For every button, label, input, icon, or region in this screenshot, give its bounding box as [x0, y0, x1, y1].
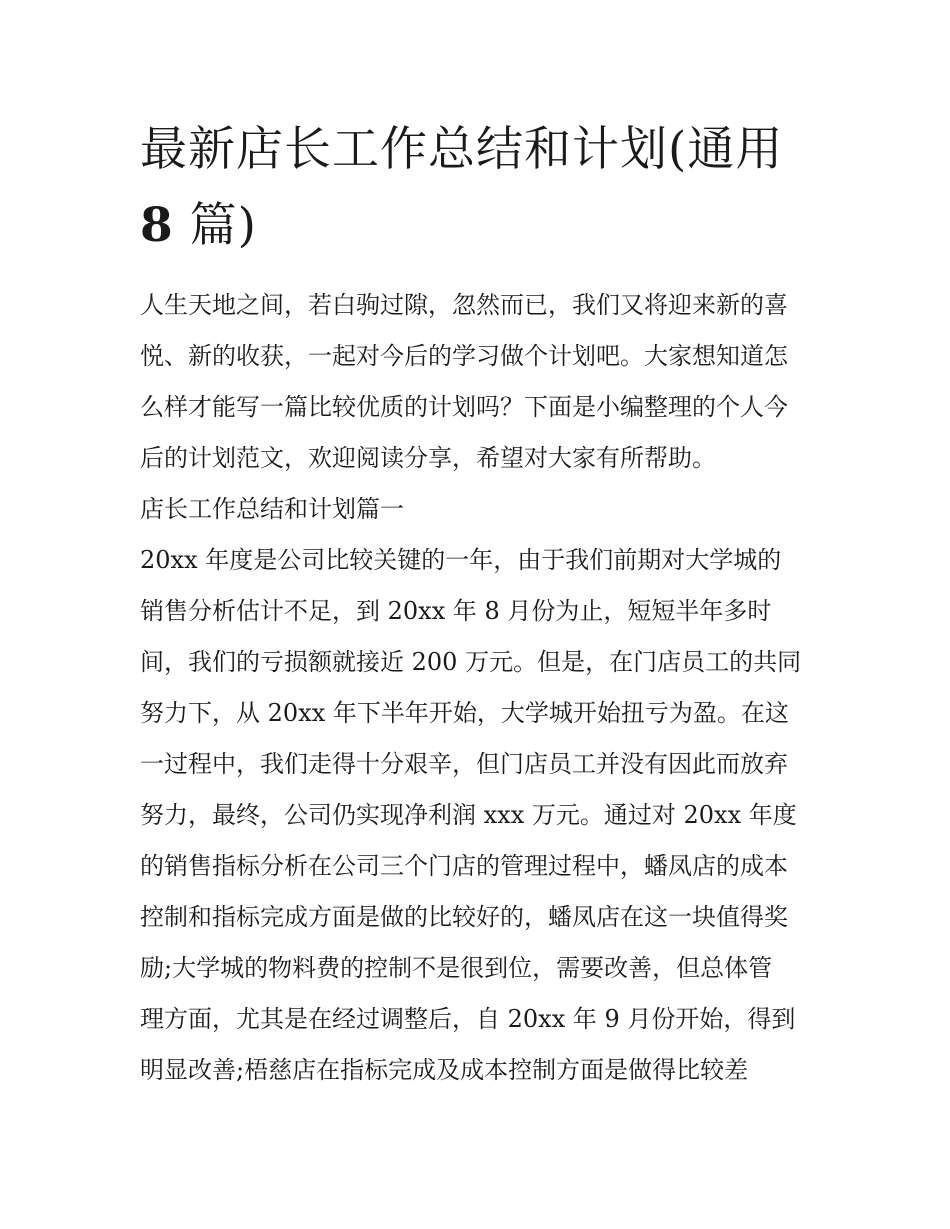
title-text-part2: 篇)	[173, 198, 257, 253]
section-heading: 店长工作总结和计划篇一	[140, 495, 404, 523]
body-line-6: 20xx 年度是公司比较关键的一年，由于我们前期对大学城的	[140, 546, 782, 574]
document-body	[140, 280, 820, 1096]
body-line-16: 明显改善;梧慈店在指标完成及成本控制方面是做得比较差	[140, 1056, 749, 1084]
document-page	[140, 112, 820, 1096]
document-title	[140, 112, 820, 264]
body-line-15: 理方面，尤其是在经过调整后，自 20xx 年 9 月份开始，得到	[140, 1005, 796, 1033]
body-line-4: 后的计划范文，欢迎阅读分享，希望对大家有所帮助。	[140, 444, 716, 472]
title-number: 8	[140, 198, 174, 253]
body-line-2: 悦、新的收获，一起对今后的学习做个计划吧。大家想知道怎	[140, 342, 788, 370]
body-line-3: 么样才能写一篇比较优质的计划吗？下面是小编整理的个人今	[140, 393, 788, 421]
body-line-11: 努力，最终，公司仍实现净利润 xxx 万元。通过对 20xx 年度	[140, 801, 797, 829]
body-line-13: 控制和指标完成方面是做的比较好的，蟠凤店在这一块值得奖	[140, 903, 788, 931]
body-line-8: 间，我们的亏损额就接近 200 万元。但是，在门店员工的共同	[140, 648, 802, 676]
body-line-10: 一过程中，我们走得十分艰辛，但门店员工并没有因此而放弃	[140, 750, 788, 778]
body-line-12: 的销售指标分析在公司三个门店的管理过程中，蟠凤店的成本	[140, 852, 788, 880]
body-line-7: 销售分析估计不足，到 20xx 年 8 月份为止，短短半年多时	[140, 597, 772, 625]
body-line-1: 人生天地之间，若白驹过隙，忽然而已，我们又将迎来新的喜	[140, 291, 788, 319]
title-text-part1: 最新店长工作总结和计划(通用	[140, 122, 784, 177]
body-line-14: 励;大学城的物料费的控制不是很到位，需要改善，但总体管	[140, 954, 773, 982]
body-line-9: 努力下，从 20xx 年下半年开始，大学城开始扭亏为盈。在这	[140, 699, 789, 727]
